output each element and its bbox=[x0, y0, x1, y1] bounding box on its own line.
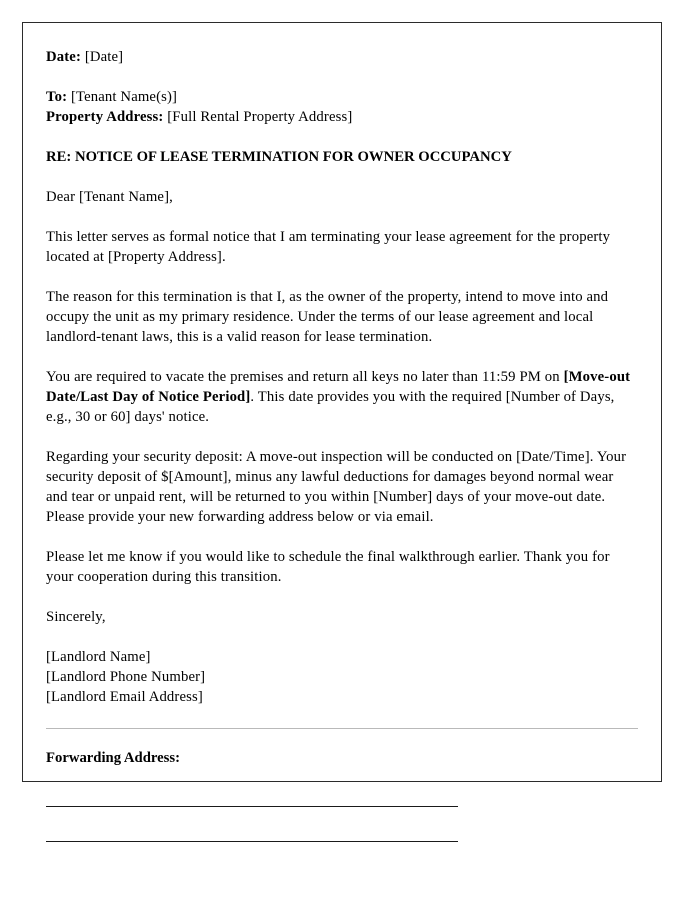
closing: Sincerely, bbox=[46, 609, 106, 625]
paragraph-3-text-before: You are required to vacate the premises and return all keys no later than 11:59 PM on bbox=[46, 369, 564, 385]
date-value: [Date] bbox=[81, 49, 124, 65]
date-line bbox=[46, 47, 637, 67]
landlord-phone: [Landlord Phone Number] bbox=[46, 669, 206, 685]
section-divider bbox=[46, 728, 638, 729]
landlord-name: [Landlord Name] bbox=[46, 649, 151, 665]
to-line bbox=[46, 87, 637, 107]
recipient-block bbox=[46, 87, 637, 127]
signature-block bbox=[46, 647, 637, 707]
forwarding-address-heading: Forwarding Address: bbox=[46, 750, 180, 766]
landlord-email: [Landlord Email Address] bbox=[46, 689, 203, 705]
paragraph-1: This letter serves as formal notice that I am terminating your lease agreement for the property located at [Property Address]. bbox=[46, 229, 611, 265]
date-block bbox=[46, 47, 637, 67]
paragraph-3-text-after: . This date provides you with the required [Number of Days, e.g., 30 or 60] days' notice. bbox=[46, 389, 615, 425]
forwarding-address-line-1[interactable] bbox=[46, 806, 458, 807]
to-label: To: bbox=[46, 89, 68, 105]
paragraph-5: Please let me know if you would like to schedule the final walkthrough earlier. Thank you for your cooperation during this transition. bbox=[46, 549, 610, 585]
forwarding-address-line-2[interactable] bbox=[46, 841, 458, 842]
to-value: [Tenant Name(s)] bbox=[67, 89, 178, 105]
move-out-date-placeholder: [Move-out Date/Last Day of Notice Period] bbox=[46, 369, 631, 405]
date-label: Date: bbox=[46, 49, 81, 65]
subject-heading: RE: NOTICE OF LEASE TERMINATION FOR OWNER OCCUPANCY bbox=[46, 149, 512, 165]
document-page bbox=[22, 22, 662, 782]
paragraph-3 bbox=[46, 367, 637, 427]
paragraph-2: The reason for this termination is that I, as the owner of the property, intend to move into and occupy the unit as my primary residence. Under the terms of our lease agreement and local landlord-tenant laws, this is a valid reason for lease termination. bbox=[46, 289, 609, 345]
document-body bbox=[23, 23, 661, 842]
property-address-line bbox=[46, 107, 637, 127]
property-address-label: Property Address: bbox=[46, 109, 164, 125]
property-address-value: [Full Rental Property Address] bbox=[163, 109, 353, 125]
salutation: Dear [Tenant Name], bbox=[46, 189, 173, 205]
paragraph-4: Regarding your security deposit: A move-out inspection will be conducted on [Date/Time]. Your security deposit of $[Amount], minus any lawful deductions for damages beyond normal wear and tear or unpaid rent, will be returned to you within [Number] days of your move-out date. Please provide your new forwarding address below or via email. bbox=[46, 449, 627, 525]
